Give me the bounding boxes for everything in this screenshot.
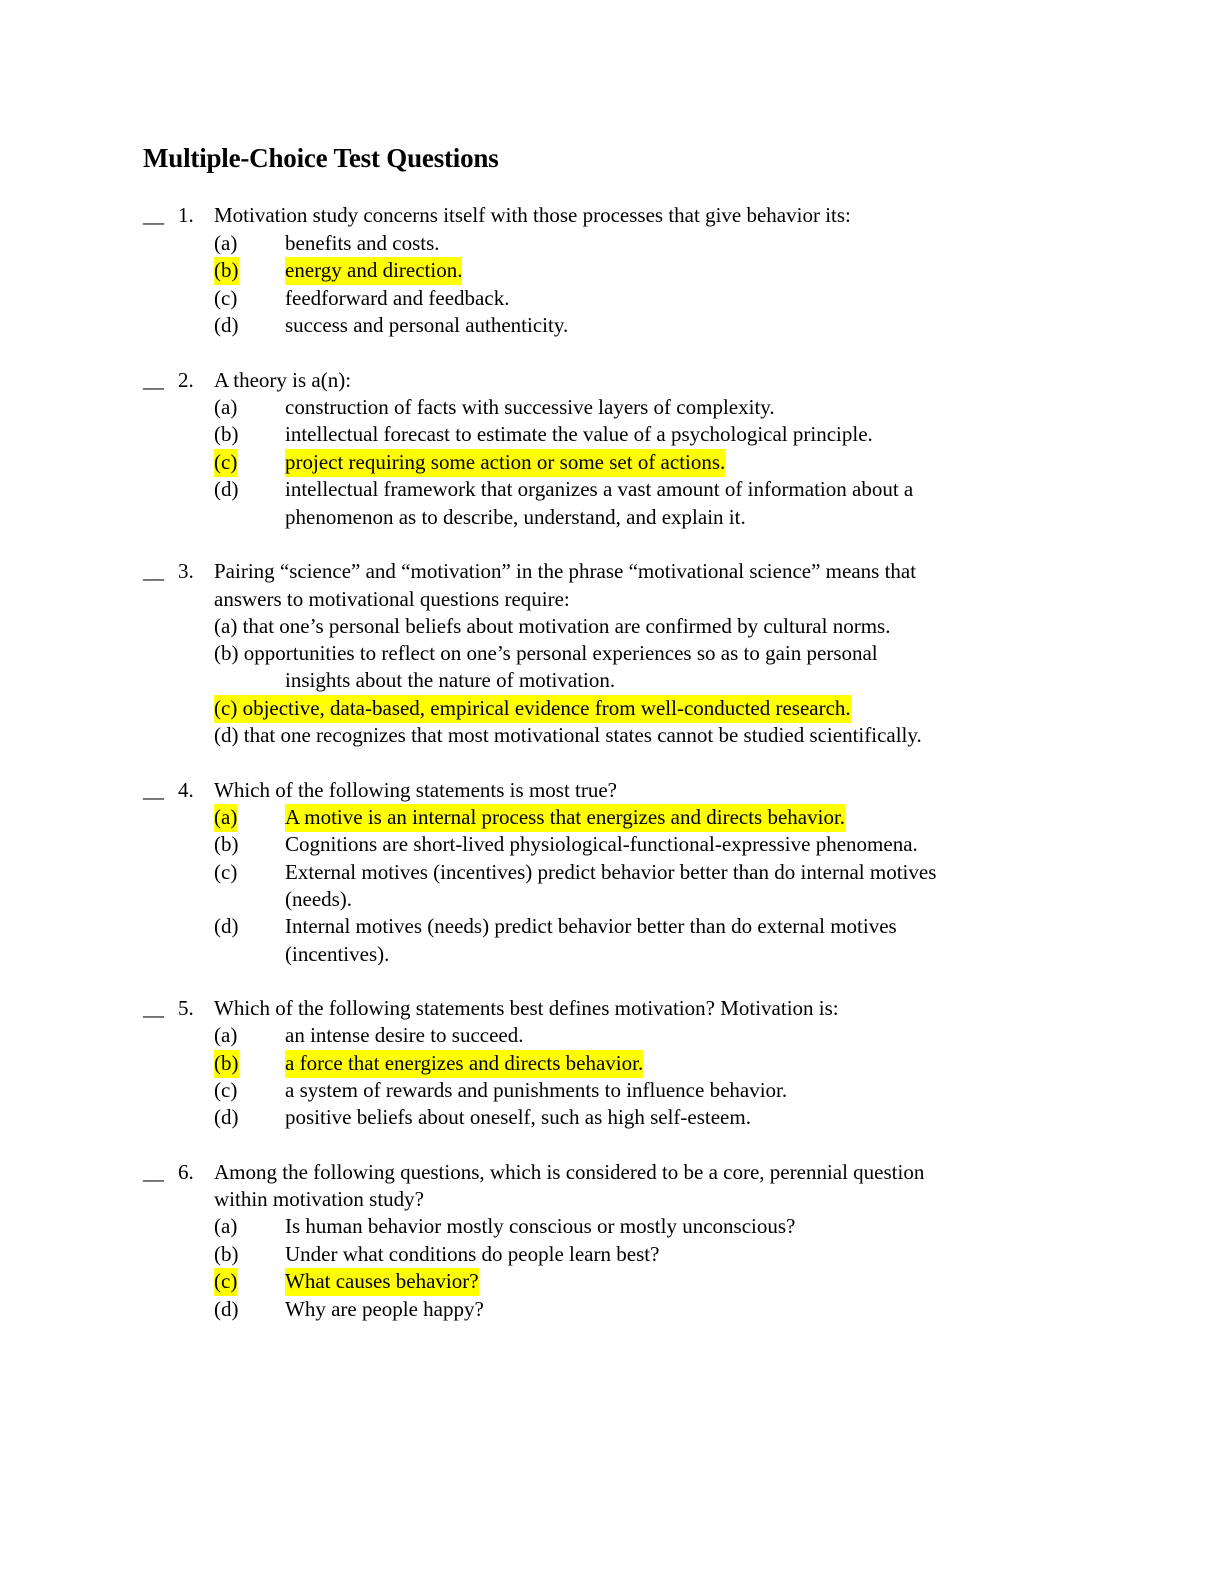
option-text: that one recognizes that most motivational states cannot be studied scientifically. [243, 723, 922, 747]
question-stem: Which of the following statements best defines motivation? Motivation is: [214, 996, 839, 1020]
option-text: Under what conditions do people learn best? [285, 1242, 660, 1266]
option-letter: (c) [214, 696, 238, 720]
question-number: 4. [178, 778, 194, 802]
option-letter: (b) [214, 832, 239, 856]
question-stem: A theory is a(n): [214, 368, 352, 392]
question-stem: Pairing “science” and “motivation” in the phrase “motivational science” means that [214, 559, 917, 583]
question-number: 5. [178, 996, 194, 1020]
option-letter: (c) [214, 860, 238, 884]
option-text: Internal motives (needs) predict behavior better than do external motives [285, 914, 897, 938]
option-letter: (c) [214, 449, 237, 477]
option-text-highlighted: What causes behavior? [285, 1268, 479, 1296]
question-number: 6. [178, 1160, 194, 1184]
option-text: feedforward and feedback. [285, 286, 510, 310]
question-number: 2. [178, 368, 194, 392]
option-letter: (a) [214, 614, 238, 638]
option-letter: (b) [214, 1242, 239, 1266]
option-text-highlighted: project requiring some action or some set of actions. [285, 449, 725, 477]
option-text-highlighted: energy and direction. [285, 257, 462, 285]
option-text: Is human behavior mostly conscious or mostly unconscious? [285, 1214, 796, 1238]
question-stem: Which of the following statements is most true? [214, 778, 617, 802]
option-text-highlighted: objective, data-based, empirical evidence from well-conducted research. [242, 696, 851, 720]
option-letter: (b) [214, 257, 239, 285]
answer-blank: __ [143, 778, 164, 802]
option-text: (needs). [285, 887, 353, 911]
option-text: intellectual forecast to estimate the value of a psychological principle. [285, 422, 873, 446]
answer-blank: __ [143, 203, 164, 227]
answer-blank: __ [143, 559, 164, 583]
option-text: benefits and costs. [285, 231, 440, 255]
option-letter: (d) [214, 914, 239, 938]
option-text: Cognitions are short-lived physiological-functional-expressive phenomena. [285, 832, 918, 856]
option-letter: (a) [214, 395, 238, 419]
option-text: construction of facts with successive layers of complexity. [285, 395, 775, 419]
question-number: 3. [178, 559, 194, 583]
option-letter: (b) [214, 422, 239, 446]
option-text: External motives (incentives) predict behavior better than do internal motives [285, 860, 937, 884]
option-letter: (c) [214, 1078, 238, 1102]
option-letter: (b) [214, 1050, 239, 1078]
option-text: that one’s personal beliefs about motivation are confirmed by cultural norms. [242, 614, 891, 638]
question-stem-continuation: answers to motivational questions require: [214, 587, 570, 611]
option-letter: (d) [214, 477, 239, 501]
option-letter: (b) [214, 641, 239, 665]
option-text: intellectual framework that organizes a vast amount of information about a [285, 477, 914, 501]
option-letter: (c) [214, 1268, 237, 1296]
option-text-highlighted: A motive is an internal process that energizes and directs behavior. [285, 804, 845, 832]
option-text: positive beliefs about oneself, such as high self-esteem. [285, 1105, 751, 1129]
option-letter: (c) [214, 286, 238, 310]
option-text-highlighted: a force that energizes and directs behavior. [285, 1050, 643, 1078]
question-stem: Among the following questions, which is considered to be a core, perennial question [214, 1160, 925, 1184]
answer-blank: __ [143, 368, 164, 392]
option-text: an intense desire to succeed. [285, 1023, 524, 1047]
option-letter: (a) [214, 1214, 238, 1238]
option-letter: (a) [214, 1023, 238, 1047]
option-text: a system of rewards and punishments to influence behavior. [285, 1078, 788, 1102]
option-letter: (a) [214, 804, 237, 832]
option-text: success and personal authenticity. [285, 313, 569, 337]
option-text: phenomenon as to describe, understand, and explain it. [285, 505, 746, 529]
option-text: opportunities to reflect on one’s personal experiences so as to gain personal [243, 641, 878, 665]
option-letter: (d) [214, 1297, 239, 1321]
option-letter: (d) [214, 723, 239, 747]
option-text: insights about the nature of motivation. [285, 668, 616, 692]
option-text: (incentives). [285, 942, 390, 966]
answer-blank: __ [143, 1160, 164, 1184]
option-letter: (d) [214, 313, 239, 337]
question-number: 1. [178, 203, 194, 227]
option-letter: (a) [214, 231, 238, 255]
option-text: Why are people happy? [285, 1297, 484, 1321]
page-title: Multiple-Choice Test Questions [143, 143, 499, 173]
question-stem-continuation: within motivation study? [214, 1187, 424, 1211]
question-stem: Motivation study concerns itself with those processes that give behavior its: [214, 203, 851, 227]
option-letter: (d) [214, 1105, 239, 1129]
answer-blank: __ [143, 996, 164, 1020]
